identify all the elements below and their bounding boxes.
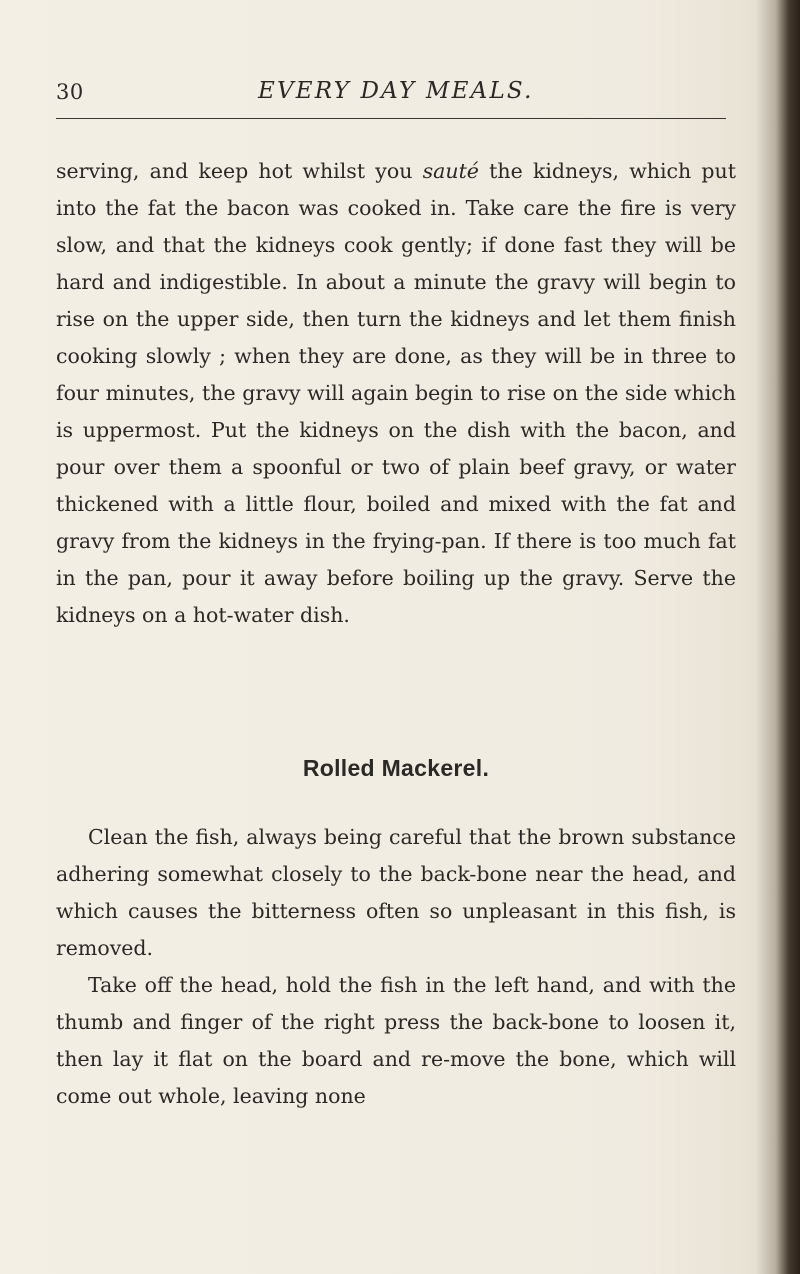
recipe-heading: Rolled Mackerel. bbox=[302, 755, 490, 781]
paragraph: Take off the head, hold the fish in the left hand, and with the thumb and finger of the right press the back-bone to loosen it, then lay it flat on the board and re-move the bone, which will come out whole, leaving none bbox=[56, 973, 736, 1108]
paragraph-text: serving, and keep hot whilst you bbox=[56, 159, 423, 183]
rolled-mackerel-recipe bbox=[56, 819, 736, 1115]
paragraph: Clean the fish, always being careful that the brown substance adhering somewhat closely to the back-bone near the head, and which causes the bitterness often so unpleasant in this fish, is removed. bbox=[56, 825, 736, 960]
running-title: EVERY DAY MEALS. bbox=[258, 78, 534, 104]
binding-shadow bbox=[756, 0, 800, 1274]
paragraph bbox=[56, 153, 736, 634]
running-head bbox=[56, 78, 726, 119]
page-number: 30 bbox=[56, 80, 84, 104]
paragraph-text: the kidneys, which put into the fat the bacon was cooked in. Take care the fire is very slow, and that the kidneys cook gently; if done fast they will be hard and indigestible. In about a minute the gravy will begin to rise on the upper side, then turn the kidneys and let them finish cooking slowly ; when they are done, as they will be in three to four minutes, the gravy will again begin to rise on the side which is uppermost. Put the kidneys on the dish with the bacon, and pour over them a spoonful or two of plain beef gravy, or water thickened with a little flour, boiled and mixed with the fat and gravy from the kidneys in the frying-pan. If there is too much fat in the pan, pour it away before boiling up the gravy. Serve the kidneys on a hot-water dish. bbox=[56, 159, 736, 627]
kidneys-continuation bbox=[56, 153, 736, 634]
italic-term: sauté bbox=[422, 159, 479, 183]
